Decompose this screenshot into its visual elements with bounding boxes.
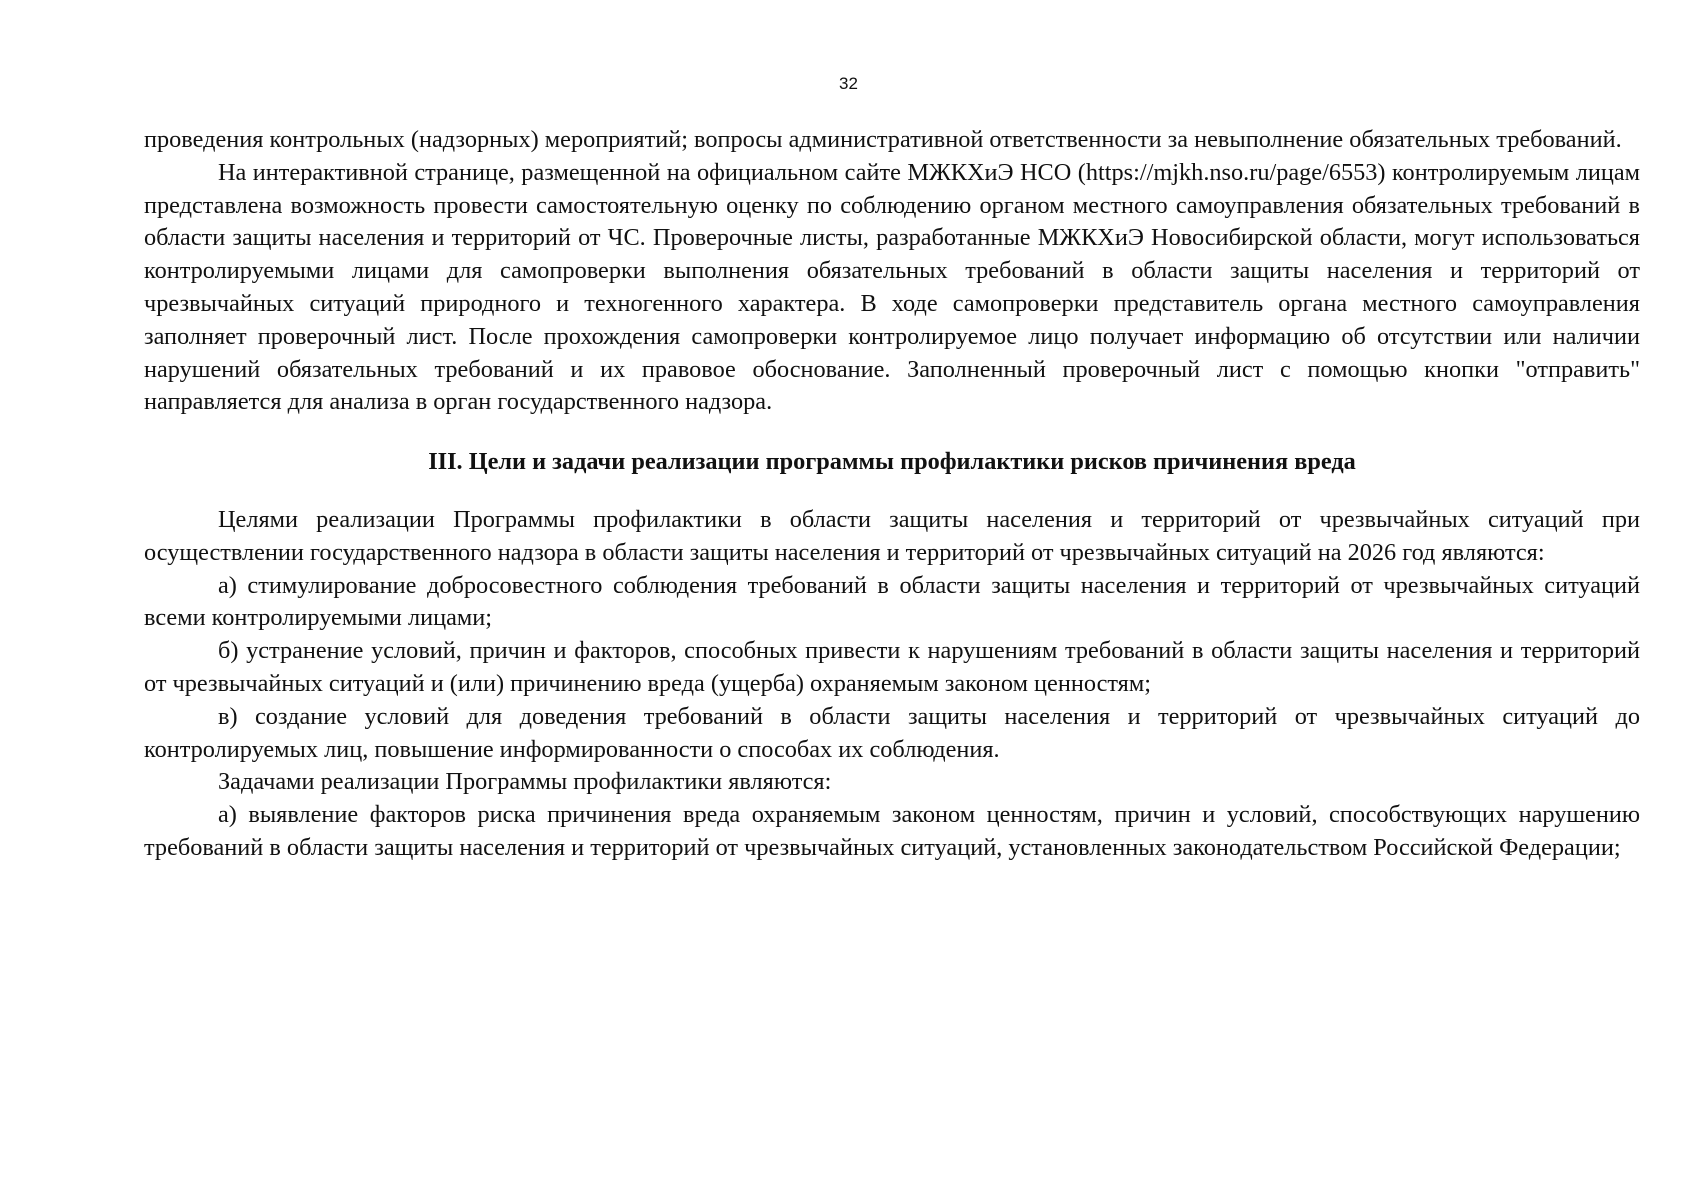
list-item-task-a: а) выявление факторов риска причинения вреда охраняемым законом ценностям, причин и условий, способствующих нарушению требований в области защиты населения и территорий от чрезвычайных ситуаций, установленных законодательством Российской Федерации; — [144, 801, 1640, 861]
list-item-goal-c: в) создание условий для доведения требований в области защиты населения и территорий от чрезвычайных ситуаций до контролируемых лиц, повышение информированности о способах их соблюдения. — [144, 702, 1640, 763]
paragraph-tasks-intro: Задачами реализации Программы профилактики являются: — [218, 768, 832, 796]
list-item-goal-b: б) устранение условий, причин и факторов, способных привести к нарушениям требований в области защиты населения и территорий от чрезвычайных ситуаций и (или) причинению вреда (ущерба) охраняемым законом ценностям; — [144, 637, 1640, 697]
paragraph-goals-intro: Целями реализации Программы профилактики в области защиты населения и территорий от чрезвычайных ситуаций при осуществлении государственного надзора в области защиты населения и территорий от чрезвычайных ситуаций на 2026 год являются: — [144, 505, 1640, 566]
section-heading: III. Цели и задачи реализации программы профилактики рисков причинения вреда — [428, 448, 1356, 476]
paragraph-interactive-page: На интерактивной странице, размещенной на официальном сайте МЖКХиЭ НСО (https://mjkh.nso.ru/page/6553) контролируемым лицам представлена возможность провести самостоятельную оценку по соблюдению органом местного самоуправления обязательных требований в области защиты населения и территорий от ЧС. Проверочные листы, разработанные МЖКХиЭ Новосибирской области, могут использоваться контролируемыми лицами для самопроверки выполнения обязательных требований в области защиты населения и территорий от чрезвычайных ситуаций природного и техногенного характера. В ходе самопроверки представитель органа местного самоуправления заполняет проверочный лист. После прохождения самопроверки контролируемое лицо получает информацию об отсутствии или наличии нарушений обязательных требований и их правовое обоснование. Заполненный проверочный лист с помощью кнопки "отправить" направляется для анализа в орган государственного надзора. — [144, 158, 1640, 416]
page-number: 32 — [839, 74, 858, 93]
paragraph-continuation: проведения контрольных (надзорных) мероприятий; вопросы административной ответственности за невыполнение обязательных требований. — [144, 126, 1622, 153]
document-body — [144, 124, 1640, 865]
list-item-goal-a: а) стимулирование добросовестного соблюдения требований в области защиты населения и территорий от чрезвычайных ситуаций всеми контролируемыми лицами; — [144, 571, 1640, 632]
